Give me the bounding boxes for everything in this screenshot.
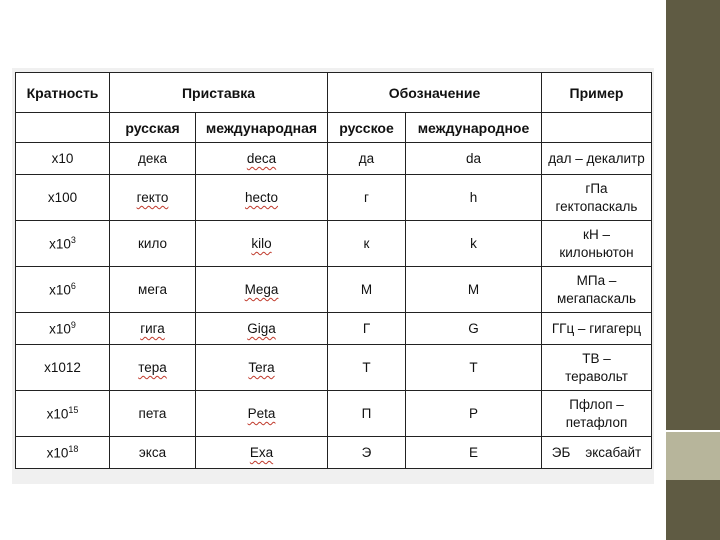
cell-multiplicity <box>16 313 110 345</box>
example-line: ТВ – <box>582 350 611 366</box>
cell-prefix-ru-text: тера <box>138 360 167 375</box>
cell-symbol-intl-text: G <box>468 321 479 336</box>
cell-symbol-ru <box>328 267 406 313</box>
cell-example <box>542 267 652 313</box>
cell-symbol-intl-text: da <box>465 151 482 166</box>
multiplicity-exponent: 9 <box>70 320 76 331</box>
header-multiplicity: Кратность <box>16 73 110 113</box>
cell-symbol-intl <box>406 221 542 267</box>
cell-symbol-ru-text: да <box>358 151 375 166</box>
cell-symbol-ru-text: Т <box>362 360 371 375</box>
cell-multiplicity <box>16 143 110 175</box>
cell-example <box>542 391 652 437</box>
multiplicity-exponent: 18 <box>68 444 79 455</box>
cell-prefix-ru <box>110 391 196 437</box>
cell-example <box>542 313 652 345</box>
table-row <box>16 391 652 437</box>
example-line: дал – декалитр <box>548 150 645 166</box>
si-prefix-table <box>15 72 652 469</box>
cell-prefix-intl <box>196 175 328 221</box>
cell-symbol-intl <box>406 267 542 313</box>
cell-prefix-ru <box>110 267 196 313</box>
subheader-prefix-intl: международная <box>196 113 328 143</box>
cell-symbol-intl-text: T <box>469 360 478 375</box>
cell-multiplicity <box>16 267 110 313</box>
cell-multiplicity <box>16 175 110 221</box>
multiplicity-base: x100 <box>47 190 78 205</box>
cell-symbol-intl <box>406 437 542 469</box>
table-image-frame <box>12 68 654 484</box>
cell-prefix-intl-text: Giga <box>247 321 276 336</box>
cell-prefix-intl-text: kilo <box>251 236 272 251</box>
cell-prefix-ru <box>110 437 196 469</box>
multiplicity-exponent: 6 <box>70 281 76 292</box>
cell-symbol-ru-text: г <box>364 190 369 205</box>
cell-prefix-intl <box>196 391 328 437</box>
multiplicity-base: x10 <box>46 445 69 461</box>
cell-multiplicity <box>16 221 110 267</box>
multiplicity-exponent: 15 <box>68 405 79 416</box>
cell-example <box>542 345 652 391</box>
cell-prefix-ru <box>110 175 196 221</box>
cell-prefix-intl-text: Exa <box>249 445 274 460</box>
cell-prefix-intl-text: deca <box>246 151 277 166</box>
multiplicity-base: x10 <box>51 151 74 166</box>
cell-symbol-ru <box>328 143 406 175</box>
cell-symbol-ru-text: к <box>363 236 370 251</box>
cell-symbol-intl <box>406 175 542 221</box>
cell-symbol-intl-text: M <box>467 282 480 297</box>
multiplicity-base: x10 <box>49 282 71 298</box>
cell-symbol-ru <box>328 175 406 221</box>
example-line: мегапаскаль <box>556 290 637 306</box>
cell-symbol-ru-text: Э <box>361 445 372 460</box>
table-row <box>16 313 652 345</box>
cell-prefix-intl-text: hecto <box>244 190 279 205</box>
example-line: петафлоп <box>565 414 628 430</box>
cell-prefix-ru <box>110 221 196 267</box>
example-line: кН – <box>583 226 610 242</box>
multiplicity-exponent: 3 <box>70 235 76 246</box>
multiplicity-base: x10 <box>46 406 69 422</box>
cell-prefix-intl <box>196 267 328 313</box>
cell-prefix-ru-text: кило <box>138 236 167 251</box>
table-row <box>16 267 652 313</box>
header-prefix: Приставка <box>110 73 328 113</box>
cell-symbol-ru <box>328 437 406 469</box>
cell-prefix-ru-text: мега <box>138 282 167 297</box>
cell-prefix-intl <box>196 313 328 345</box>
multiplicity-base: x10 <box>49 321 71 337</box>
table-row <box>16 437 652 469</box>
cell-symbol-ru <box>328 345 406 391</box>
cell-multiplicity <box>16 345 110 391</box>
example-line: гектопаскаль <box>555 198 638 214</box>
cell-prefix-ru-text: гига <box>140 321 165 336</box>
cell-symbol-intl-text: E <box>468 445 478 460</box>
cell-symbol-ru-text: П <box>361 406 372 421</box>
cell-symbol-ru-text: М <box>360 282 373 297</box>
header-example: Пример <box>542 73 652 113</box>
table-row <box>16 175 652 221</box>
subheader-designation-intl: международное <box>406 113 542 143</box>
example-line: ЭБ эксабайт <box>551 444 642 460</box>
cell-symbol-intl-text: P <box>468 406 478 421</box>
cell-symbol-intl-text: k <box>470 236 477 251</box>
subheader-prefix-ru: русская <box>110 113 196 143</box>
cell-multiplicity <box>16 391 110 437</box>
cell-symbol-ru <box>328 221 406 267</box>
cell-prefix-intl <box>196 345 328 391</box>
cell-symbol-intl-text: h <box>469 190 478 205</box>
multiplicity-base: x1012 <box>44 360 81 375</box>
cell-symbol-ru <box>328 391 406 437</box>
decorative-side-accent <box>666 432 720 480</box>
cell-prefix-intl-text: Mega <box>244 282 279 297</box>
table-row <box>16 221 652 267</box>
cell-prefix-ru-text: гекто <box>136 190 169 205</box>
cell-symbol-ru <box>328 313 406 345</box>
cell-example <box>542 143 652 175</box>
table-row <box>16 143 652 175</box>
example-line: гПа <box>585 180 608 196</box>
table-row <box>16 345 652 391</box>
example-line: килоньютон <box>559 244 634 260</box>
cell-symbol-ru-text: Г <box>362 321 371 336</box>
cell-symbol-intl <box>406 345 542 391</box>
cell-prefix-intl <box>196 437 328 469</box>
cell-prefix-ru-text: пета <box>138 406 167 421</box>
subheader-empty-example <box>542 113 652 143</box>
cell-example <box>542 175 652 221</box>
subheader-designation-ru: русское <box>328 113 406 143</box>
cell-prefix-ru <box>110 345 196 391</box>
cell-multiplicity <box>16 437 110 469</box>
cell-prefix-intl <box>196 221 328 267</box>
cell-symbol-intl <box>406 391 542 437</box>
example-line: МПа – <box>576 272 617 288</box>
multiplicity-base: x10 <box>49 236 71 252</box>
cell-prefix-ru-text: дека <box>137 151 168 166</box>
example-line: ГГц – гигагерц <box>551 320 642 336</box>
cell-prefix-ru <box>110 313 196 345</box>
cell-prefix-intl <box>196 143 328 175</box>
cell-prefix-intl-text: Tera <box>248 360 275 375</box>
subheader-empty <box>16 113 110 143</box>
example-line: Пфлоп – <box>569 396 624 412</box>
cell-prefix-intl-text: Peta <box>247 406 276 421</box>
cell-prefix-ru <box>110 143 196 175</box>
cell-symbol-intl <box>406 143 542 175</box>
cell-example <box>542 221 652 267</box>
header-designation: Обозначение <box>328 73 542 113</box>
cell-example <box>542 437 652 469</box>
cell-symbol-intl <box>406 313 542 345</box>
cell-prefix-ru-text: экса <box>138 445 167 460</box>
example-line: теравольт <box>565 368 628 384</box>
